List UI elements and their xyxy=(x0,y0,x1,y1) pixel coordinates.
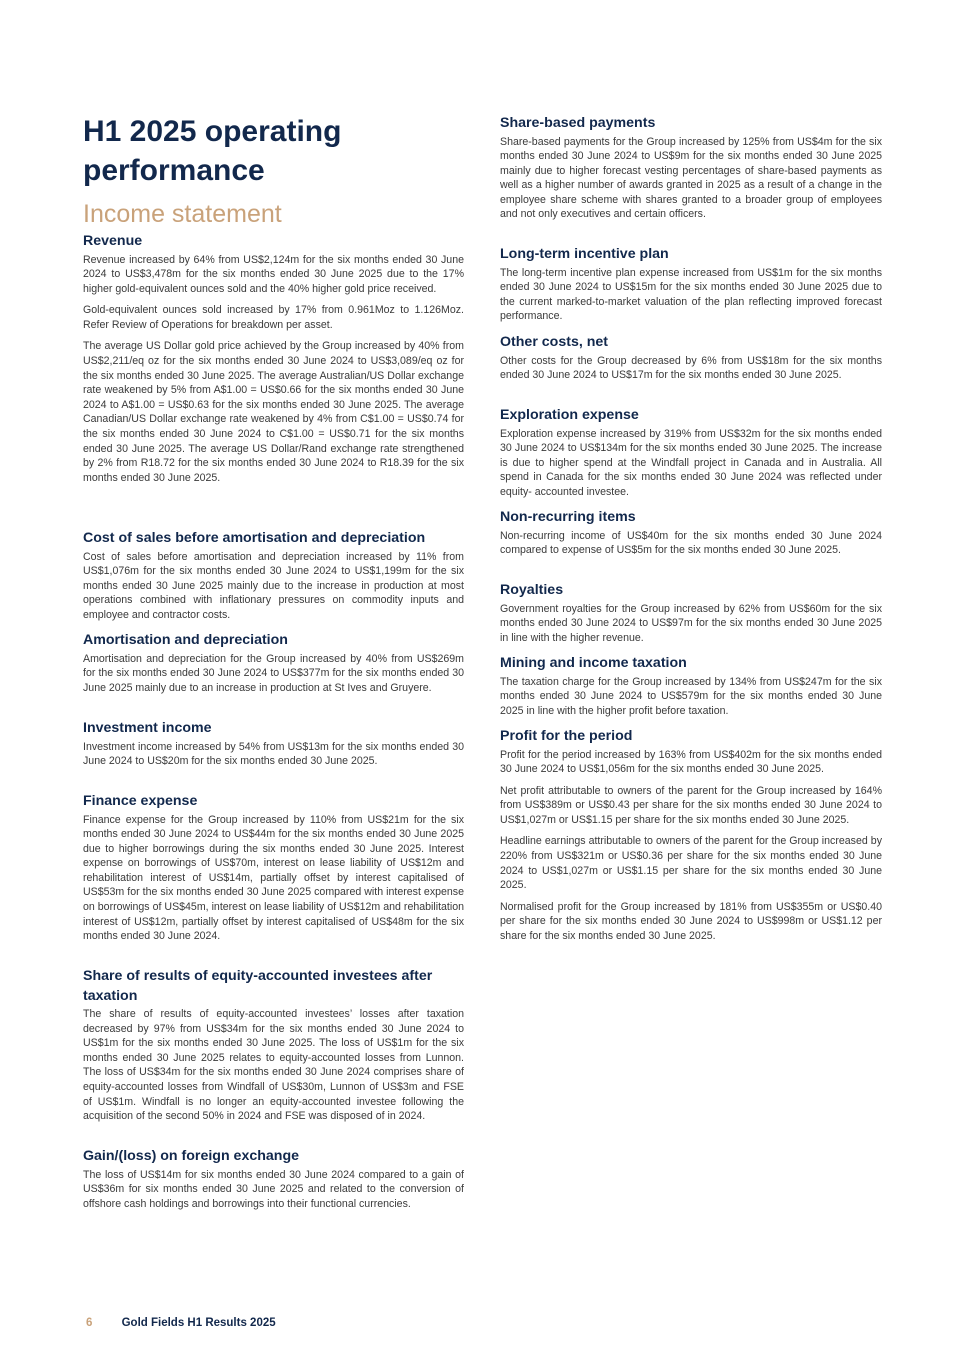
section-taxation xyxy=(500,654,882,725)
page-number: 6 xyxy=(86,1317,93,1329)
paragraph: The taxation charge for the Group increased by 134% from US$247m for the six months ended 30 June 2024 to US$579m for the six months ended 30 June 2025 in line with the higher profit before taxation. xyxy=(500,675,882,717)
paragraph: Normalised profit for the Group increased by 181% from US$355m or US$0.40 per share for the six months ended 30 June 2024 to US$998m or US$1.12 per share for the six months ended 30 June 2025. xyxy=(500,900,882,943)
section-heading: Royalties xyxy=(500,582,564,598)
section-subtitle: Income statement xyxy=(83,200,282,228)
paragraph: Government royalties for the Group increased by 62% from US$60m for the six months ended 30 June 2024 to US$97m for the six months ended 30 June 2025 in line with the higher revenue. xyxy=(500,602,882,644)
paragraph: Non-recurring income of US$40m for the six months ended 30 June 2024 compared to expense of US$5m for the six months ended 30 June 2025. xyxy=(500,529,882,557)
section-heading: Exploration expense xyxy=(500,407,639,423)
section-profit xyxy=(500,727,882,951)
section-share-based-payments xyxy=(500,114,882,229)
paragraph: Gold-equivalent ounces sold increased by 17% from 0.961Moz to 1.126Moz. Refer Review of Operations for breakdown per asset. xyxy=(83,304,464,331)
paragraph: Amortisation and depreciation for the Group increased by 40% from US$269m for the six months ended 30 June 2024 to US$377m for the six months ended 30 June 2025 mainly due to an increase in production at St Ives and Gruyere. xyxy=(83,652,464,694)
section-heading: Gain/(loss) on foreign exchange xyxy=(83,1148,299,1164)
section-foreign-exchange xyxy=(83,1147,464,1218)
section-investment-income xyxy=(83,719,464,776)
section-heading: Amortisation and depreciation xyxy=(83,632,288,648)
paragraph: Revenue increased by 64% from US$2,124m for the six months ended 30 June 2024 to US$3,478m for the six months ended 30 June 2025 due to the 17% higher gold-equivalent ounces sold and the 40% higher gold price received. xyxy=(83,253,464,295)
section-heading: Long-term incentive plan xyxy=(500,246,669,262)
section-other-costs xyxy=(500,333,882,390)
page-title: H1 2025 operating performance xyxy=(83,115,342,187)
section-heading: Profit for the period xyxy=(500,728,633,744)
section-heading: Mining and income taxation xyxy=(500,655,687,671)
page-footer xyxy=(86,1315,276,1331)
paragraph: Exploration expense increased by 319% from US$32m for the six months ended 30 June 2024 to US$134m for the six months ended 30 June 2025. The increase is due to higher spend at the Windfall project in Canada and in Australia. All spend in Canada for the six months ended 30 June 2024 was reflected under equity- accounted investee. xyxy=(500,427,882,498)
section-heading: Investment income xyxy=(83,720,212,736)
paragraph: Other costs for the Group decreased by 6% from US$18m for the six months ended 30 June 2024 to US$17m for the six months ended 30 June 2025. xyxy=(500,354,882,382)
section-finance-expense xyxy=(83,792,464,951)
paragraph: The average US Dollar gold price achieved by the Group increased by 40% from US$2,211/eq oz for the six months ended 30 June 2024 to US$3,089/eq oz for the six months ended 30 June 2025. The average Australian/US Dollar exchange rate weakened by 5% from A$1.00 = US$0.66 for the six months ended 30 June 2024 to A$1.00 = US$0.63 for the six months ended 30 June 2025. The average Canadian/US Dollar exchange rate weakened by 4% from C$1.00 = US$0.74 for the six months ended 30 June 2024 to C$1.00 = US$0.71 for the six months ended 30 June 2025. The average US Dollar/Rand exchange rate strengthened by 2% from R18.72 for the six months ended 30 June 2024 to R18.39 for the six months ended 30 June 2025. xyxy=(83,340,464,484)
paragraph: Share-based payments for the Group increased by 125% from US$4m for the six months ended 30 June 2024 to US$9m for the six months ended 30 June 2025 mainly due to higher forecast vesting percentages of share-based payments as well as a higher number of awards granted in 2025 as a result of a change in the employee share scheme with shares granted to a broader group of employees and not only executives and certain officers. xyxy=(500,135,882,221)
section-heading: Share of results of equity-accounted investees after taxation xyxy=(83,968,433,1004)
paragraph: The share of results of equity-accounted investees’ losses after taxation decreased by 97% from US$34m for the six months ended 30 June 2024 to US$1m for the six months ended 30 June 2025. The loss of US$1m for the six months ended 30 June 2025 relates to equity-accounted losses from Lunnon. The loss of US$34m for the six months ended 30 June 2024 comprises share of equity-accounted losses from Windfall of US$30m, Lunnon of US$3m and FSE of US$1m. Windfall is no longer an equity-accounted investee following the acquisition of the second 50% in 2024 and FSE was disposed of in 2024. xyxy=(83,1008,464,1123)
paragraph: Cost of sales before amortisation and depreciation increased by 11% from US$1,076m for the six months ended 30 June 2024 to US$1,199m for the six months ended 30 June 2025 mainly due to the increase in production at most operations combined with inflationary pressures on commodity inputs and employee and contractor costs. xyxy=(83,550,464,621)
paragraph: Net profit attributable to owners of the parent for the Group increased by 164% from US$389m or US$0.43 per share for the six months ended 30 June 2024 to US$1,027m or US$1.15 per share for the six months ended 30 June 2025. xyxy=(500,784,882,826)
section-ltip xyxy=(500,245,882,331)
paragraph: Finance expense for the Group increased by 110% from US$21m for the six months ended 30 June 2024 to US$44m for the six months ended 30 June 2025 due to higher borrowings during the six months ended 30 June 2025. Interest expense on borrowings of US$70m, interest on lease liability of US$12m and rehabilitation interest of US$14m, partially offset by interest capitalised of US$53m for the six months ended 30 June 2025 compared with interest expense on borrowings of US$45m, interest on lease liability of US$12m and rehabilitation interest of US$12m, partially offset by interest capitalised of US$48m for the six months ended 30 June 2024. xyxy=(83,813,464,943)
section-heading: Revenue xyxy=(83,233,143,249)
section-heading: Non-recurring items xyxy=(500,509,636,525)
section-royalties xyxy=(500,581,882,652)
section-cost-of-sales xyxy=(83,529,464,629)
paragraph: The long-term incentive plan expense increased from US$1m for the six months ended 30 June 2024 to US$15m for the six months ended 30 June 2025 due to the current marked-to-market valuation of the plan reflecting improved forecast performance. xyxy=(500,266,882,323)
section-revenue xyxy=(83,232,464,492)
section-heading: Other costs, net xyxy=(500,334,609,350)
paragraph: Profit for the period increased by 163% from US$402m for the six months ended 30 June 2024 to US$1,056m for the six months ended 30 June 2025. xyxy=(500,748,882,776)
section-heading: Cost of sales before amortisation and depreciation xyxy=(83,530,426,546)
paragraph: Investment income increased by 54% from US$13m for the six months ended 30 June 2024 to US$20m for the six months ended 30 June 2025. xyxy=(83,740,464,768)
paragraph: Headline earnings attributable to owners of the parent for the Group increased by 220% from US$321m or US$0.36 per share for the six months ended 30 June 2024 to US$1,027m or US$1.15 per share for the six months ended 30 June 2025. xyxy=(500,835,882,892)
section-heading: Share-based payments xyxy=(500,115,656,131)
section-exploration xyxy=(500,406,882,506)
section-heading: Finance expense xyxy=(83,793,198,809)
publication-title: Gold Fields H1 Results 2025 xyxy=(121,1317,276,1329)
section-equity-accounted xyxy=(83,967,464,1131)
section-amortisation xyxy=(83,631,464,702)
paragraph: The loss of US$14m for six months ended 30 June 2024 compared to a gain of US$36m for six months ended 30 June 2025 and related to the conversion of offshore cash holdings and borrowings into their functional currencies. xyxy=(83,1168,464,1210)
section-non-recurring xyxy=(500,508,882,565)
